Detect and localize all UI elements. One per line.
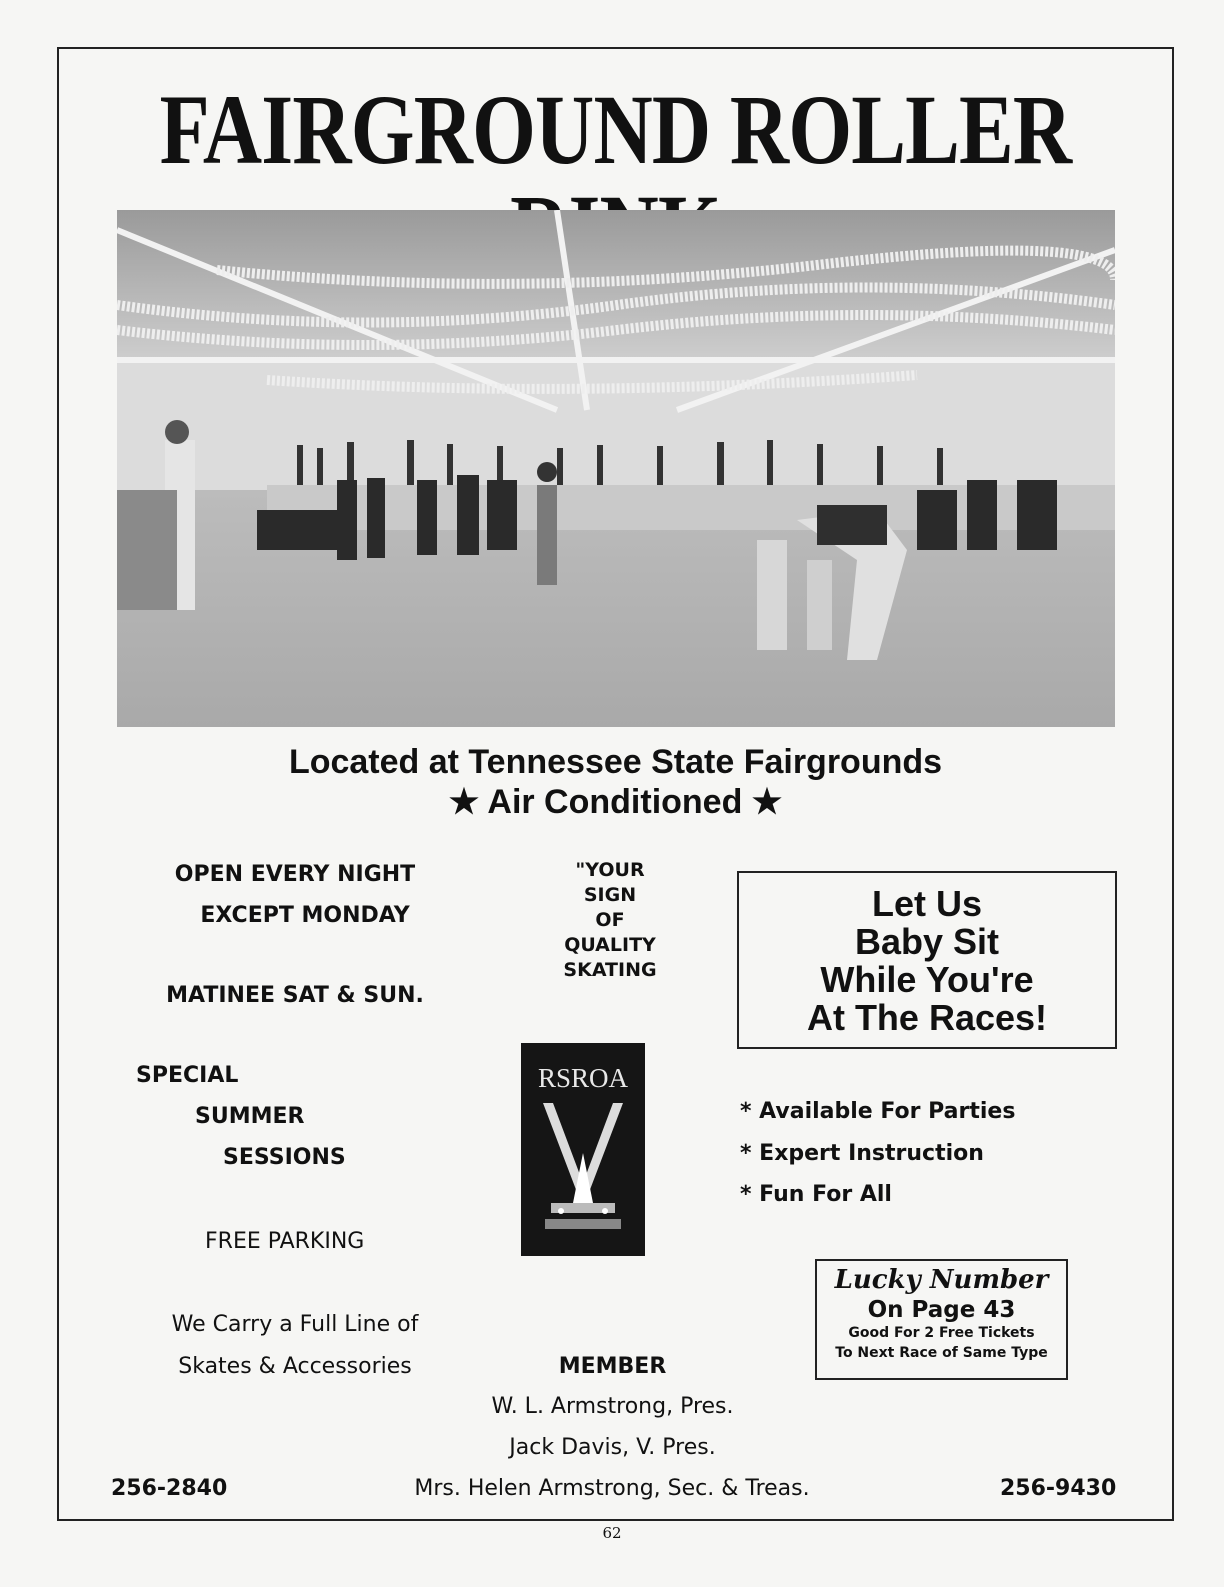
feature-parties: * Available For Parties <box>740 1099 1016 1124</box>
summer-text: SUMMER <box>195 1104 305 1129</box>
free-parking: FREE PARKING <box>205 1229 365 1254</box>
babysit-box <box>737 871 1117 1049</box>
phone-left: 256-2840 <box>111 1476 228 1501</box>
babysit-line: At The Races! <box>806 997 1048 1038</box>
carry-line-2: Skates & Accessories <box>178 1354 412 1379</box>
officer-secretary: Mrs. Helen Armstrong, Sec. & Treas. <box>414 1476 810 1501</box>
lucky-page: On Page 43 <box>867 1297 1016 1323</box>
sessions-text: SESSIONS <box>223 1145 346 1170</box>
rsroa-logo <box>521 1043 645 1256</box>
feature-fun: * Fun For All <box>740 1182 892 1207</box>
page-number: 62 <box>602 1524 622 1542</box>
location-heading <box>57 742 1174 822</box>
babysit-line: While You're <box>820 959 1034 1000</box>
slogan-line: QUALITY <box>564 934 656 956</box>
member-label: MEMBER <box>558 1354 667 1379</box>
slogan-line: SKATING <box>563 959 657 981</box>
special-text: SPECIAL <box>136 1063 239 1088</box>
slogan-line: OF <box>595 909 625 931</box>
feature-instruction: * Expert Instruction <box>740 1141 984 1166</box>
carry-line-1: We Carry a Full Line of <box>171 1312 419 1337</box>
open-every-night: OPEN EVERY NIGHT <box>174 862 416 887</box>
air-conditioned-line: ★ Air Conditioned ★ <box>448 783 783 821</box>
officer-vice-president: Jack Davis, V. Pres. <box>509 1435 716 1460</box>
quality-slogan <box>530 858 690 983</box>
matinee-text: MATINEE SAT & SUN. <box>166 983 424 1008</box>
lucky-number-title: Lucky Number <box>834 1265 1049 1295</box>
except-monday: EXCEPT MONDAY <box>200 903 410 928</box>
lucky-good-line-2: To Next Race of Same Type <box>835 1345 1048 1361</box>
officer-president: W. L. Armstrong, Pres. <box>491 1394 734 1419</box>
phone-right: 256-9430 <box>1000 1476 1117 1501</box>
location-line: Located at Tennessee State Fairgrounds <box>288 743 943 781</box>
lucky-good-line-1: Good For 2 Free Tickets <box>848 1325 1035 1341</box>
slogan-line: "YOUR <box>575 859 645 881</box>
lucky-number-box <box>815 1259 1068 1380</box>
babysit-line: Baby Sit <box>854 921 1000 962</box>
rsroa-logo-text: RSROA <box>537 1063 629 1093</box>
ad-title: FAIRGROUND ROLLER <box>159 74 1072 185</box>
babysit-line: Let Us <box>871 883 983 924</box>
slogan-line: SIGN <box>583 884 637 906</box>
rink-photo <box>117 210 1115 727</box>
